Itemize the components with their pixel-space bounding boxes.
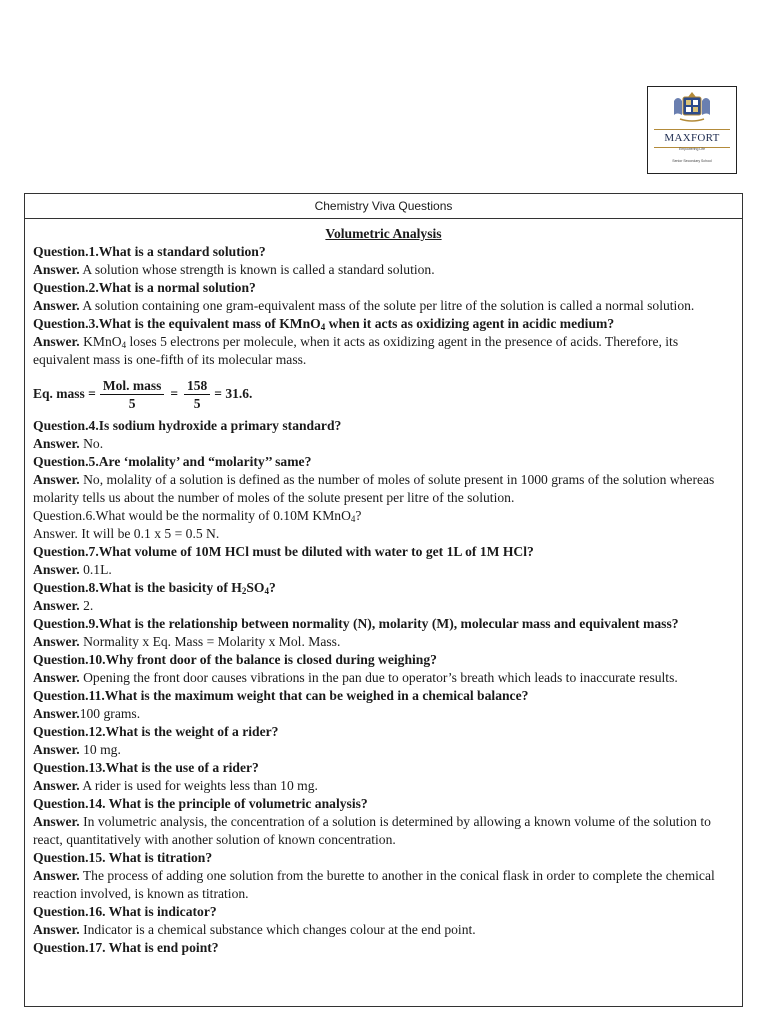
question-16: Question.16. What is indicator?: [33, 904, 217, 919]
answer-9: [33, 633, 734, 651]
answer-4: [33, 435, 734, 453]
answer-label: Answer.: [33, 436, 80, 451]
answer-text: 10 mg.: [79, 742, 121, 757]
answer-label: Answer.: [33, 670, 80, 685]
section-title: Volumetric Analysis: [325, 226, 442, 241]
question-15: Question.15. What is titration?: [33, 850, 213, 865]
logo-school-name: Senior Secondary School: [672, 159, 712, 163]
answer-text: The process of adding one solution from the burette to another in the conical flask in order to complete the chemical reaction involved, is known as titration.: [33, 868, 715, 901]
answer-15: [33, 867, 734, 903]
answer-7: [33, 561, 734, 579]
question-11: Question.11.What is the maximum weight that can be weighed in a chemical balance?: [33, 688, 529, 703]
equals-sign: =: [170, 386, 179, 401]
page-title: Chemistry Viva Questions: [25, 194, 742, 219]
fraction-1: [100, 377, 165, 412]
answer-text: 100 grams.: [79, 706, 141, 721]
question-text: Question.3.What is the equivalent mass of KMnO: [33, 316, 321, 331]
answer-label: Answer.: [33, 598, 80, 613]
crest-icon: [670, 91, 714, 125]
question-4: Question.4.Is sodium hydroxide a primary standard?: [33, 418, 342, 433]
question-7: Question.7.What volume of 10M HCl must be diluted with water to get 1L of 1M HCl?: [33, 544, 534, 559]
question-text: ?: [268, 580, 276, 595]
answer-label: Answer.: [33, 472, 80, 487]
school-logo: [647, 86, 737, 174]
formula-result: = 31.6.: [214, 386, 253, 401]
question-10: Question.10.Why front door of the balance is closed during weighing?: [33, 652, 437, 667]
answer-text: Opening the front door causes vibrations in the pan due to operator’s breath which leads to inaccurate results.: [79, 670, 678, 685]
answer-text: No.: [79, 436, 104, 451]
answer-13: [33, 777, 734, 795]
subscript: 4: [121, 340, 127, 350]
question-text: when it acts as oxidizing agent in acidic medium?: [325, 316, 615, 331]
answer-text: Normality x Eq. Mass = Molarity x Mol. Mass.: [79, 634, 341, 649]
question-9: Question.9.What is the relationship between normality (N), molarity (M), molecular mass and equivalent mass?: [33, 616, 679, 631]
answer-text: A rider is used for weights less than 10 mg.: [79, 778, 318, 793]
answer-2: [33, 297, 734, 315]
fraction-2: [184, 377, 210, 412]
answer-label: Answer.: [33, 298, 80, 313]
question-6: [33, 507, 734, 525]
answer-16: [33, 921, 734, 939]
logo-tagline: Empowering Life: [678, 147, 706, 151]
logo-name: MAXFORT: [654, 129, 730, 148]
question-14: Question.14. What is the principle of volumetric analysis?: [33, 796, 368, 811]
answer-label: Answer.: [33, 706, 80, 721]
question-13: Question.13.What is the use of a rider?: [33, 760, 259, 775]
answer-text: A solution whose strength is known is called a standard solution.: [79, 262, 435, 277]
answer-5: [33, 471, 734, 507]
question-text: SO: [246, 580, 265, 595]
equivalent-mass-formula: [33, 375, 734, 413]
answer-10: [33, 669, 734, 687]
question-text: Question.8.What is the basicity of H: [33, 580, 242, 595]
question-list: [25, 219, 742, 957]
answer-label: Answer.: [33, 742, 80, 757]
answer-3: [33, 333, 734, 369]
subscript: 2: [241, 586, 247, 596]
answer-text: A solution containing one gram-equivalent mass of the solute per litre of the solution is called a normal solution.: [79, 298, 695, 313]
answer-14: [33, 813, 734, 849]
answer-label: Answer.: [33, 868, 80, 883]
fraction-denominator: 5: [128, 395, 136, 411]
answer-text: In volumetric analysis, the concentration of a solution is determined by allowing a known volume of the solution to react, quantitatively with another solution of known concentration.: [33, 814, 711, 847]
answer-label: Answer.: [33, 922, 80, 937]
question-text: ?: [355, 508, 362, 523]
answer-text: No, molality of a solution is defined as the number of moles of solute present in 1000 grams of the solution whereas molarity tells us about the number of moles of the solute present per litre of the solution.: [33, 472, 715, 505]
question-text: Question.6.What would be the normality of 0.10M KMnO: [33, 508, 351, 523]
fraction-numerator: Mol. mass: [100, 377, 165, 395]
fraction-denominator: 5: [193, 395, 201, 411]
subscript: 4: [264, 586, 269, 596]
answer-text: Indicator is a chemical substance which changes colour at the end point.: [79, 922, 476, 937]
answer-label: Answer.: [33, 562, 80, 577]
answer-6: Answer. It will be 0.1 x 5 = 0.5 N.: [33, 526, 220, 541]
question-17: Question.17. What is end point?: [33, 940, 219, 955]
answer-text: 0.1L.: [79, 562, 112, 577]
answer-label: Answer.: [33, 334, 80, 349]
answer-label: Answer.: [33, 778, 80, 793]
subscript: 4: [350, 514, 356, 524]
question-5: Question.5.Are ‘molality’ and “molarity’’ same?: [33, 454, 312, 469]
answer-12: [33, 741, 734, 759]
question-12: Question.12.What is the weight of a rider?: [33, 724, 279, 739]
question-1: Question.1.What is a standard solution?: [33, 244, 266, 259]
question-8: [33, 579, 734, 597]
answer-1: [33, 261, 734, 279]
question-2: Question.2.What is a normal solution?: [33, 280, 256, 295]
answer-text: 2.: [79, 598, 94, 613]
answer-label: Answer.: [33, 262, 80, 277]
answer-text: loses 5 electrons per molecule, when it acts as oxidizing agent in the presence of acids. Therefore, its equivalent mass is one-fifth of its molecular mass.: [33, 334, 679, 367]
answer-label: Answer.: [33, 634, 80, 649]
formula-lhs: Eq. mass =: [33, 386, 96, 401]
fraction-numerator: 158: [184, 377, 210, 395]
subscript: 4: [320, 322, 326, 332]
content-frame: [24, 193, 743, 1007]
answer-text: KMnO: [79, 334, 122, 349]
answer-8: [33, 597, 734, 615]
answer-11: [33, 705, 734, 723]
question-3: [33, 315, 734, 333]
answer-label: Answer.: [33, 814, 80, 829]
